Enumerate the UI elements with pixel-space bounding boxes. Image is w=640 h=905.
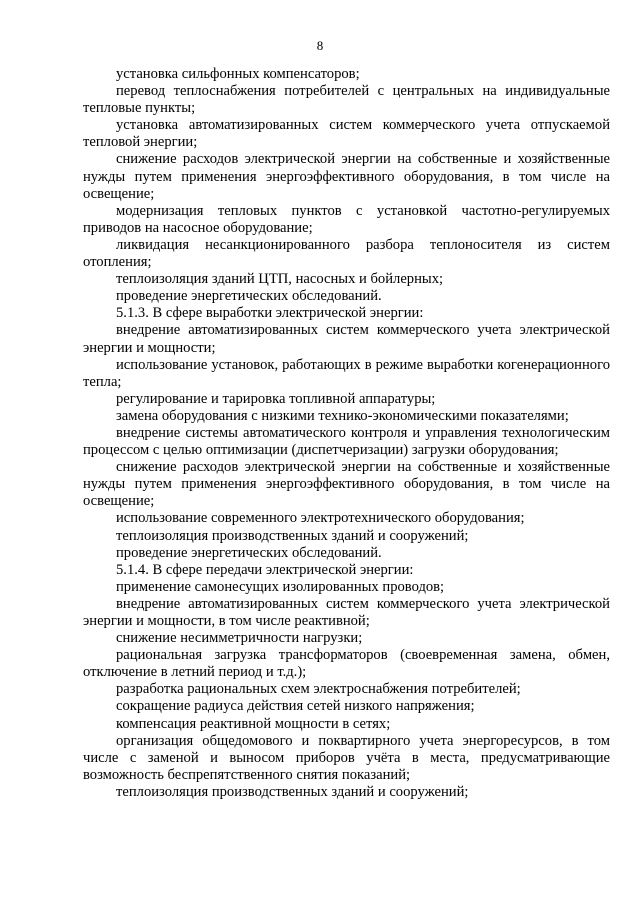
paragraph: теплоизоляция зданий ЦТП, насосных и бойлерных; — [116, 271, 444, 288]
paragraph: использование современного электротехнического оборудования; — [116, 510, 525, 527]
paragraph: рациональная загрузка трансформаторов (своевременная замена, обмен, отключение в летний период и т.д.); — [83, 647, 610, 681]
paragraph: перевод теплоснабжения потребителей с центральных на индивидуальные тепловые пункты; — [83, 83, 610, 117]
paragraph: теплоизоляция производственных зданий и сооружений; — [116, 527, 469, 544]
paragraph: снижение расходов электрической энергии на собственные и хозяйственные нужды путем применения энергоэффективного оборудования, в том числе на освещение; — [83, 151, 610, 202]
paragraph: организация общедомового и поквартирного учета энергоресурсов, в том числе с заменой и выносом приборов учёта в места, предусматривающие возможность беспрепятственного снятия показаний; — [83, 732, 610, 783]
paragraph: модернизация тепловых пунктов с установкой частотно-регулируемых приводов на насосное оборудование; — [83, 202, 610, 236]
paragraph: проведение энергетических обследований. — [116, 544, 382, 561]
section-heading-5-1-4: 5.1.4. В сфере передачи электрической энергии: — [116, 561, 414, 578]
paragraph: использование установок, работающих в режиме выработки когенерационного тепла; — [83, 356, 610, 390]
paragraph: замена оборудования с низкими технико-экономическими показателями; — [116, 407, 569, 424]
paragraph: регулирование и тарировка топливной аппаратуры; — [116, 390, 436, 407]
paragraph: снижение расходов электрической энергии на собственные и хозяйственные нужды путем применения энергоэффективного оборудования, в том числе на освещение; — [83, 459, 610, 510]
paragraph: разработка рациональных схем электроснабжения потребителей; — [116, 681, 521, 698]
paragraph: установка сильфонных компенсаторов; — [116, 66, 360, 82]
section-heading-5-1-3: 5.1.3. В сфере выработки электрической энергии: — [116, 305, 424, 322]
paragraph: проведение энергетических обследований. — [116, 288, 382, 305]
paragraph: применение самонесущих изолированных проводов; — [116, 578, 445, 595]
paragraph: внедрение системы автоматического контроля и управления технологическим процессом с целью оптимизации (диспетчеризации) загрузки оборудования; — [83, 424, 610, 459]
paragraph: теплоизоляция производственных зданий и сооружений; — [116, 783, 469, 800]
document-body — [83, 66, 610, 801]
paragraph: внедрение автоматизированных систем коммерческого учета электрической энергии и мощности, в том числе реактивной; — [83, 595, 610, 629]
paragraph: установка автоматизированных систем коммерческого учета отпускаемой тепловой энергии; — [83, 117, 610, 151]
paragraph: компенсация реактивной мощности в сетях; — [116, 715, 391, 732]
page-number: 8 — [316, 38, 324, 53]
paragraph: снижение несимметричности нагрузки; — [116, 630, 363, 647]
paragraph: ликвидация несанкционированного разбора теплоносителя из систем отопления; — [83, 236, 610, 271]
paragraph: внедрение автоматизированных систем коммерческого учета электрической энергии и мощности; — [83, 322, 610, 356]
paragraph: сокращение радиуса действия сетей низкого напряжения; — [116, 698, 475, 715]
